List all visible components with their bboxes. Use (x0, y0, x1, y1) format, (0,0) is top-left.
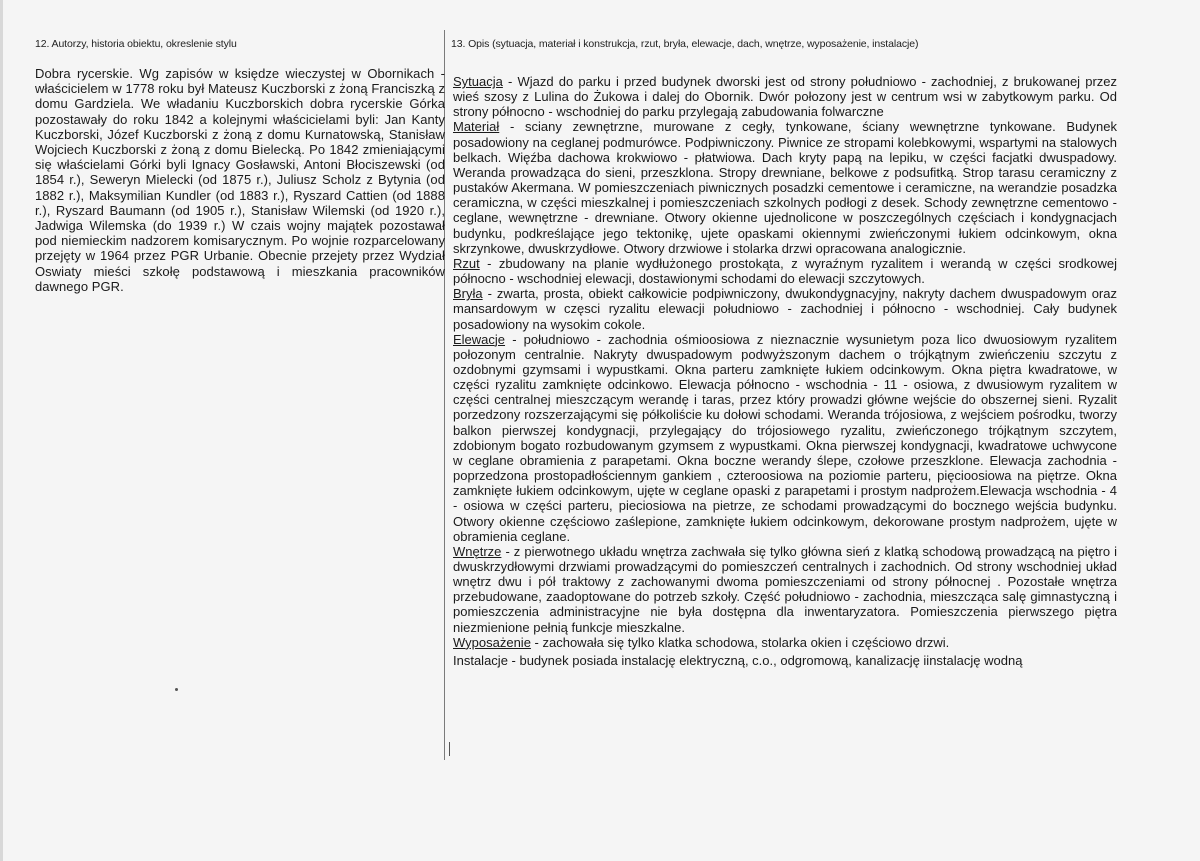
history-text: Dobra rycerskie. Wg zapisów w księdze wieczystej w Obornikach - właścicielem w 1778 roku był Mateusz Kuczborski z żoną Franciszką z domu Gardziela. We władaniu Kuczborskich dobra rycerskie Górka pozostawały do roku 1842 a kolejnymi właścicielami byli: Jan Kanty Kuczborski, Józef Kuczborski z żoną z domu Kurnatowską, Stanisław Wojciech Kuczborski z żoną z domu Bielecką. Po 1842 zmieniającymi się właścielami Górki byli Ignacy Gosławski, Antoni Błociszewski (od 1854 r.), Seweryn Mielecki (od 1875 r.), Juliusz Scholz z Bytynia (od 1882 r.), Maksymilian Kundler (od 1883 r.), Ryszard Cattien (od 1888 r.), Ryszard Baumann (od 1905 r.), Stanisław Wilemski (od 1920 r.), Jadwiga Wilemska (do 1939 r.) W czais wojny majątek pozostawał pod niemieckim nadzorem komisarycznym. Po wojnie rozparcelowany przejęty w 1964 przez PGR Urbanie. Obecnie przejety przez Wydział Oswiaty mieści szkołę podstawową i mieszkania pracowników dawnego PGR. (35, 66, 445, 294)
label-material: Materiał (453, 119, 500, 135)
paragraph-rzut (453, 256, 1117, 286)
description-column (453, 74, 1117, 668)
section-12-title: 12. Autorzy, historia obiektu, okreslenie stylu (35, 38, 237, 50)
paragraph-bryla (453, 286, 1117, 331)
label-sytuacja: Sytuacja (453, 74, 503, 89)
text-wyposazenie: - zachowała się tylko klatka schodowa, stolarka okien i częściowo drzwi. (530, 634, 950, 650)
text-wnetrze: - z pierwotnego układu wnętrza zachwała się tylko główna sień z klatką schodową prowadzącą na piętro i dwuskrzydłowymi drzwiami prowadzącymi do pomieszczeń centralnych i zachodnich. Od strony wschodniej układ wnętrz dwu i pół traktowy z zachowanymi dwoma pomieszczeniami od strony północnej . Pozostałe wnętrza przebudowane, zaadoptowane do potrzeb szkoły. Część południowo - zachodnia, mieszcząca salę gimnastyczną i pomieszczenia administracyjne nie była dostępna dla inwentaryzatora. Pomieszczenia pierwszego piętra niezmienione pełnią funkcje mieszkalne. (453, 543, 1117, 635)
history-column (35, 66, 445, 294)
label-rzut: Rzut (453, 255, 480, 271)
label-wnetrze: Wnętrze (453, 543, 502, 559)
paragraph-wyposazenie (453, 635, 1117, 650)
paragraph-elewacje (453, 332, 1117, 544)
divider-tick (449, 742, 450, 756)
section-13-title: 13. Opis (sytuacja, materiał i konstrukcja, rzut, bryła, elewacje, dach, wnętrze, wyposażenie, instalacje) (451, 38, 919, 50)
paragraph-material (453, 119, 1117, 255)
paragraph-wnetrze (453, 544, 1117, 635)
text-elewacje: - południowo - zachodnia ośmioosiowa z nieznacznie wysunietym poza lico dwuosiowym ryzalitem połozonym centralnie. Nakryty dwuspadowym podwyższonym dachem o trójkątnym zwieńczeniu szczytu z ozdobnymi gzymsami i wypustkami. Okna parteru zamknięte łukiem odcinkowym. Okna piętra kwadratowe, w części ryzalitu zamknięte odcinkowo. Elewacja północno - wschodnia - 11 - osiowa, z dwusiowym ryzalitem w części centralnej mieszczącym werandę i taras, przez który prowadzi główne wejście do obszernej sieni. Ryzalit porzedzony rozszerzającymi się półkoliście ku dołowi schodami. Weranda trójosiowa, z wejściem pośrodku, tworzy balkon pierwszej kondygnacji, przylegający do trójosiowego ryzalitu, zwieńczonego trójkątnym szczytem, zdobionym bogato rozbudowanym gzymsem z wypustkami. Okna pierwszej kondygnacji, kwadratowe uchwycone w ceglane obramienia z parapetami. Okna boczne werandy ślepe, czołowe przeszklone. Elewacja zachodnia - poprzedzona prostopadłościennym gankiem , czteroosiowa na poziomie parteru, pięcioosiowa na piętrze. Okna zamknięte łukiem odcinkowym, ujęte w ceglane opaski z parapetami i prostym nadprożem.Elewacja wschodnia - 4 - osiowa w części parteru, pieciosiowa na pietrze, ze schodami prowadzącymi do bocznego wejścia budynku. Otwory okienne częściowo zaślepione, zamknięte łukiem odcinkowym, dekorowane prostym nadprożem, ujęte w obramienia ceglane. (453, 331, 1117, 544)
paragraph-sytuacja (453, 74, 1117, 119)
label-bryla: Bryła (453, 286, 483, 302)
paragraph-instalacje: Instalacje - budynek posiada instalację elektryczną, c.o., odgromową, kanalizację iinstalację wodną (453, 652, 1023, 668)
label-elewacje: Elewacje (453, 331, 506, 347)
scan-speck (175, 688, 178, 691)
text-material: - sciany zewnętrzne, murowane z cegły, tynkowane, ściany wewnętrzne tynkowane. Budynek posadowiony na ceglanej podmurówce. Podpiwniczony. Piwnice ze stropami kolebkowymi, wspartymi na stalowych belkach. Więźba dachowa krokwiowo - płatwiowa. Dach kryty papą na lepiku, w części facjatki dwuspadowy. Weranda prowadząca do sieni, przeszklona. Stropy drewniane, belkowe z podsufitką. Strop tarasu ceramiczny z pustaków Akermana. W pomieszczeniach piwnicznych posadzki cementowe i ceramiczne, na werandzie posadzka ceramiczna, w części mieszkalnej i pomieszczeniach szkolnych podłogi z desek. Schody zewnętrzne cementowo - ceglane, wewnętrzne - drewniane. Otwory okienne ujednolicone w poszczególnych częściach i kondygnacjach budynku, podkreślające jego tektonikę, ujete opaskami okiennymi zwieńczonymi łukiem odcinkowym, okna skrzynkowe, dwuskrzydłowe. Otwory drzwiowe i stolarka drzwi opracowana analogicznie. (453, 119, 1117, 256)
text-rzut: - zbudowany na planie wydłużonego prostokąta, z wyraźnym ryzalitem i werandą w części srodkowej północno - wschodniej elewacji, dostawionymi schodami do elewacji szczytowych. (453, 255, 1117, 287)
text-bryla: - zwarta, prosta, obiekt całkowicie podpiwniczony, dwukondygnacyjny, nakryty dachem dwuspadowym oraz mansardowym w częsci ryzalitu elewacji południowo - zachodniej i północno - wschodniej. Cały budynek posadowiony na wysokim cokole. (453, 286, 1117, 332)
text-sytuacja: - Wjazd do parku i przed budynek dworski jest od strony południowo - zachodniej, z brukowanej przez wieś szosy z Lulina do Żukowa i dalej do Obornik. Dwór połozony jest w centrum wsi w zabytkowym parku. Od strony północno - wschodniej do parku przylegają zabudowania folwarczne (453, 74, 1117, 120)
label-wyposazenie: Wyposażenie (453, 634, 531, 650)
